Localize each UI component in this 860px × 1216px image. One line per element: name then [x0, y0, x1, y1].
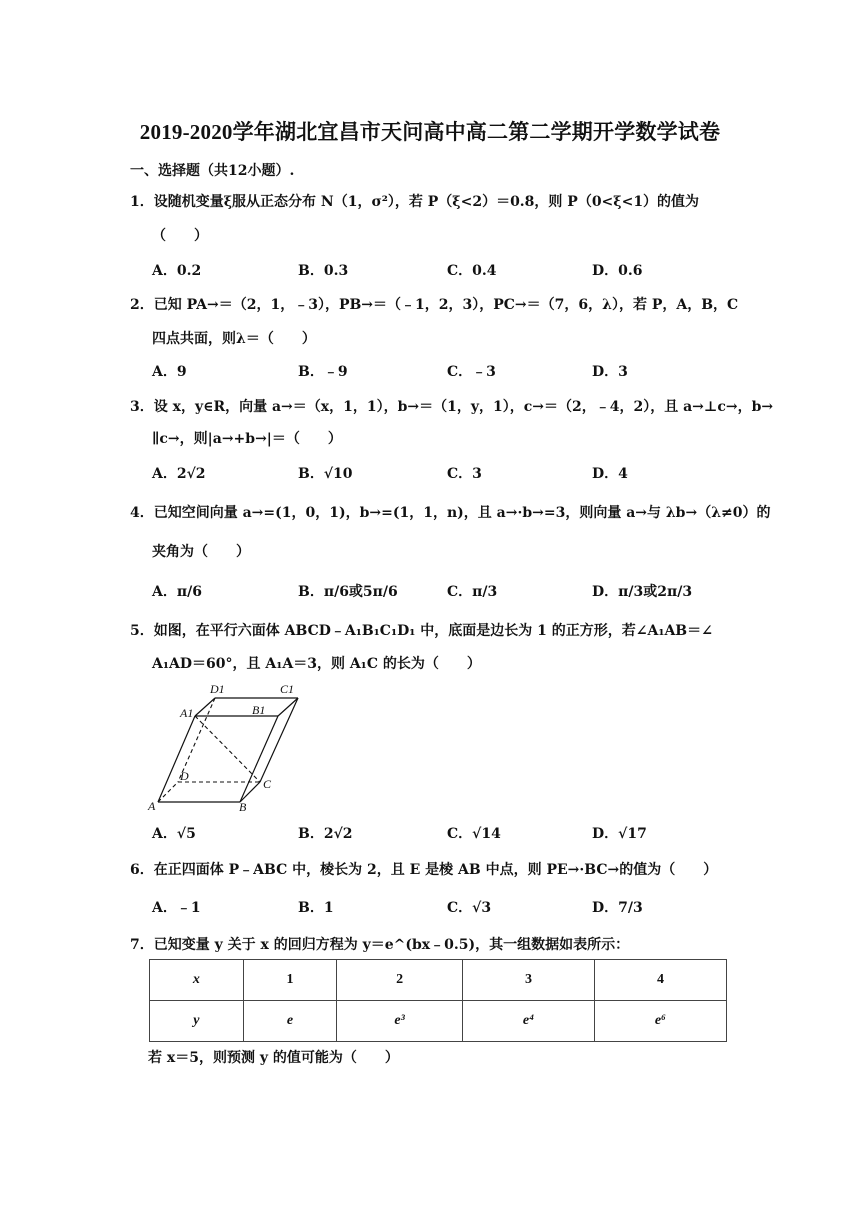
q5-option-b: B．2√2 — [298, 826, 353, 842]
label-a: A — [148, 799, 156, 812]
table-cell: 4 — [594, 960, 726, 1001]
label-b1: B1 — [252, 703, 266, 717]
question-1-line-2: （ ） — [152, 228, 208, 244]
q1-option-d: D．0.6 — [592, 263, 643, 279]
q2-option-d: D．3 — [592, 364, 628, 380]
q2-option-c: C．﹣3 — [447, 364, 496, 380]
q3-option-a: A．2√2 — [152, 466, 206, 482]
question-3-line-2: ∥c→，则|a→+b→|＝（ ） — [152, 431, 342, 447]
q6-option-d: D．7/3 — [592, 900, 643, 916]
data-table — [149, 959, 727, 1042]
table-cell: 3 — [462, 960, 594, 1001]
q5-option-d: D．√17 — [592, 826, 647, 842]
table-cell: e — [243, 1001, 337, 1042]
page-title: 2019-2020学年湖北宜昌市天问高中高二第二学期开学数学试卷 — [139, 120, 721, 144]
q5-option-c: C．√14 — [447, 826, 501, 842]
question-3-line-1: 3．设 x，y∈R，向量 a→＝（x，1，1），b→＝（1，y，1），c→＝（2，﹣4，2），且 a→⊥c→，b→ — [130, 399, 774, 415]
q3-option-c: C．3 — [447, 466, 482, 482]
table-row — [150, 1001, 727, 1042]
q4-option-a: A．π/6 — [152, 584, 202, 600]
q3-option-b: B．√10 — [298, 466, 353, 482]
question-1-line-1: 1．设随机变量ξ服从正态分布 N（1，σ²），若 P（ξ<2）＝0.8，则 P（0<ξ<1）的值为 — [130, 194, 700, 210]
question-7-line-1: 7．已知变量 y 关于 x 的回归方程为 y＝e^(bx﹣0.5)，其一组数据如表所示： — [130, 937, 630, 953]
label-d: D — [180, 769, 189, 783]
label-a1: A1 — [180, 706, 194, 720]
table-cell: y — [150, 1001, 244, 1042]
question-2-line-1: 2．已知 PA→＝（2，1，﹣3），PB→＝（﹣1，2，3），PC→＝（7，6，λ），若 P，A，B，C — [130, 297, 739, 313]
label-c: C — [263, 777, 272, 791]
q1-option-a: A．0.2 — [152, 263, 202, 279]
q2-option-a: A．9 — [152, 364, 187, 380]
q4-option-d: D．π/3或2π/3 — [592, 584, 693, 600]
label-c1: C1 — [280, 682, 295, 696]
q1-option-c: C．0.4 — [447, 263, 497, 279]
q4-option-b: B．π/6或5π/6 — [298, 584, 398, 600]
question-5-line-2: A₁AD＝60°，且 A₁A＝3，则 A₁C 的长为（ ） — [152, 656, 481, 672]
q5-option-a: A．√5 — [152, 826, 196, 842]
q1-option-b: B．0.3 — [298, 263, 349, 279]
table-row — [150, 960, 727, 1001]
table-cell: 1 — [243, 960, 337, 1001]
table-cell: e⁶ — [594, 1001, 726, 1042]
q4-option-c: C．π/3 — [447, 584, 498, 600]
q2-option-b: B．﹣9 — [298, 364, 348, 380]
question-4-line-1: 4．已知空间向量 a→=(1，0，1)，b→=(1，1，n)，且 a→·b→=3，则向量 a→与 λb→（λ≠0）的 — [130, 505, 771, 521]
question-4-line-2: 夹角为（ ） — [152, 544, 250, 560]
label-b: B — [239, 800, 247, 812]
question-5-line-1: 5．如图，在平行六面体 ABCD﹣A₁B₁C₁D₁ 中，底面是边长为 1 的正方形，若∠A₁AB＝∠ — [130, 623, 713, 639]
q6-option-a: A．﹣1 — [152, 900, 201, 916]
table-cell: e⁴ — [462, 1001, 594, 1042]
table-cell: e³ — [337, 1001, 463, 1042]
table-cell: 2 — [337, 960, 463, 1001]
table-cell: x — [150, 960, 244, 1001]
question-2-line-2: 四点共面，则λ＝（ ） — [152, 331, 316, 347]
q6-option-c: C．√3 — [447, 900, 492, 916]
label-d1: D1 — [210, 682, 225, 696]
question-7-line-2: 若 x＝5，则预测 y 的值可能为（ ） — [148, 1050, 399, 1066]
q6-option-b: B．1 — [298, 900, 334, 916]
q3-option-d: D．4 — [592, 466, 628, 482]
parallelepiped-figure — [140, 680, 310, 812]
question-6-line-1: 6．在正四面体 P﹣ABC 中，棱长为 2，且 E 是棱 AB 中点，则 PE→·BC→的值为（ ） — [130, 862, 718, 878]
section-heading: 一、选择题（共12小题）. — [130, 163, 295, 179]
